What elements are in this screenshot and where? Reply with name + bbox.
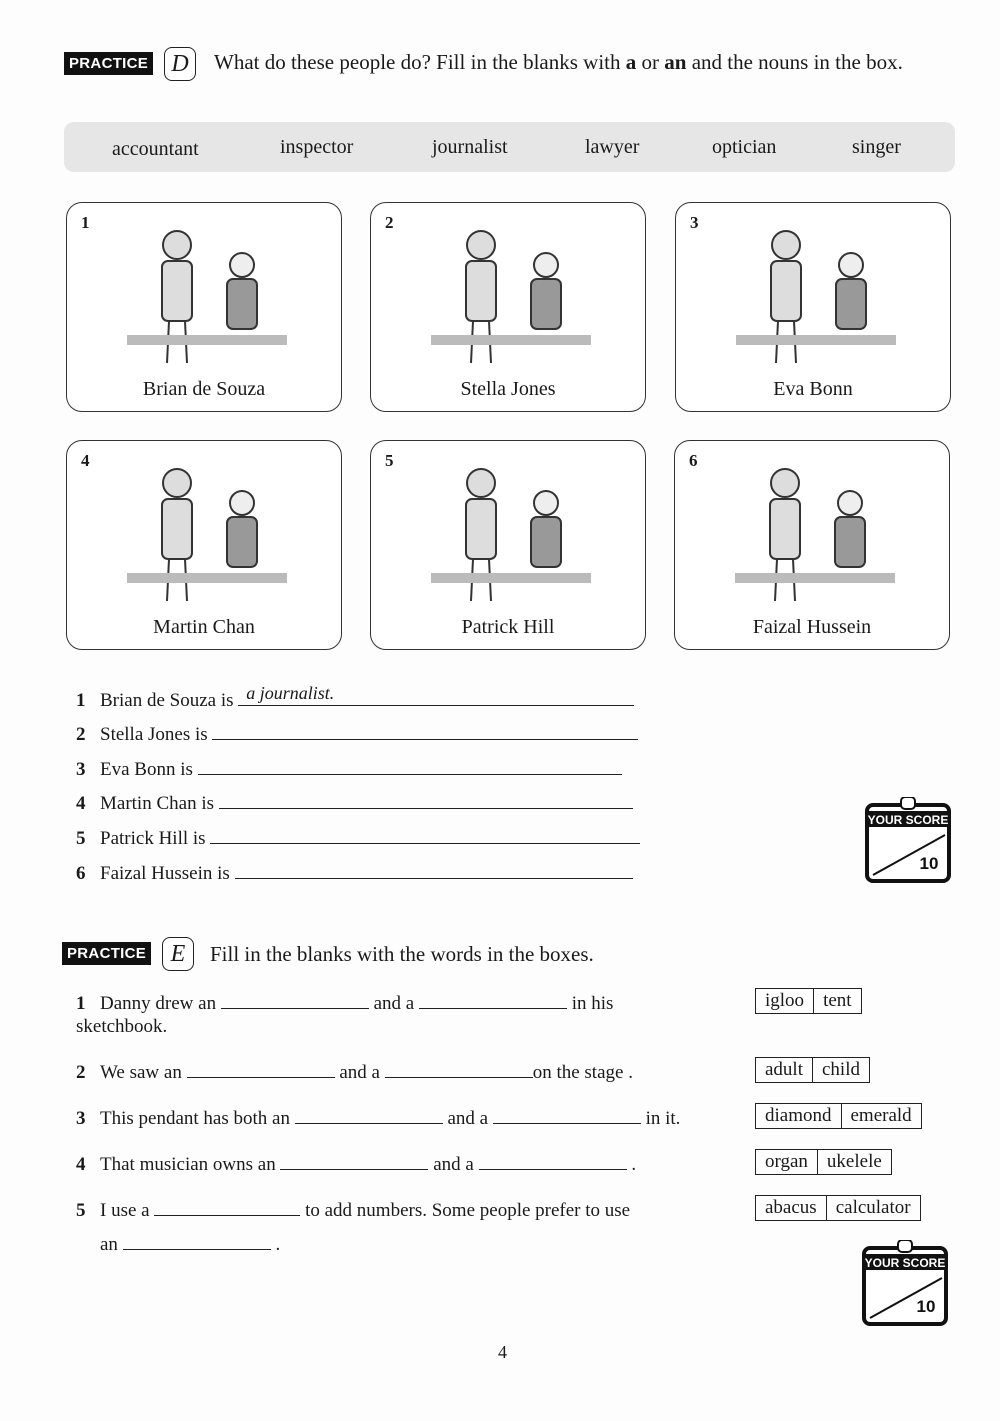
sentence-text: Brian de Souza is — [100, 690, 234, 711]
sentence-text: to add numbers. Some people prefer to use — [305, 1200, 631, 1221]
illustration-icon — [411, 215, 611, 365]
sentence-text: Faizal Hussein is — [100, 863, 230, 884]
word-option: singer — [852, 136, 901, 158]
sentence-text: I use a — [100, 1200, 150, 1221]
sentence-4 — [76, 790, 633, 816]
option-word: organ — [765, 1151, 808, 1172]
answer-blank[interactable] — [219, 790, 633, 809]
answer-blank[interactable] — [187, 1059, 335, 1078]
illustration-icon — [715, 453, 915, 603]
picture-number: 1 — [81, 213, 90, 232]
sentence-6 — [76, 860, 633, 886]
person-name: Eva Bonn — [773, 378, 853, 400]
picture-card — [675, 202, 951, 412]
sentence-text: on the stage . — [532, 1062, 633, 1083]
sentence-text: Patrick Hill is — [100, 828, 206, 849]
item-number: 5 — [76, 1200, 86, 1221]
illustration-icon — [107, 453, 307, 603]
illustration-icon — [716, 215, 916, 365]
score-badge-e — [862, 1240, 948, 1322]
person-name: Martin Chan — [153, 616, 255, 638]
picture-card — [66, 440, 342, 650]
practice-d-instruction: What do these people do? Fill in the blanks with a or an and the nouns in the box. — [214, 50, 903, 74]
word-option: journalist — [432, 136, 508, 158]
item-number: 2 — [76, 724, 86, 745]
exercise-item-5-cont — [100, 1231, 280, 1257]
sentence-text: Eva Bonn is — [100, 759, 193, 780]
sentence-text: We saw an — [100, 1062, 182, 1083]
word-option: lawyer — [585, 136, 640, 158]
illustration-icon — [107, 215, 307, 365]
word-option: inspector — [280, 136, 354, 158]
answer-blank[interactable] — [210, 825, 640, 844]
sentence-5 — [76, 825, 640, 851]
sentence-text: Martin Chan is — [100, 793, 214, 814]
option-box-3 — [755, 1103, 922, 1129]
answer-blank[interactable] — [221, 990, 369, 1009]
option-word: ukelele — [817, 1150, 891, 1174]
option-word: tent — [813, 989, 861, 1013]
sentence-text: an — [100, 1234, 118, 1255]
option-word: igloo — [765, 990, 805, 1011]
item-number: 6 — [76, 863, 86, 884]
picture-card — [66, 202, 342, 412]
picture-card — [370, 202, 646, 412]
picture-number: 4 — [81, 451, 90, 470]
word-box — [64, 122, 955, 172]
option-word: adult — [765, 1059, 803, 1080]
picture-number: 5 — [385, 451, 394, 470]
option-word: calculator — [826, 1196, 920, 1220]
person-name: Brian de Souza — [142, 378, 266, 400]
word-option: optician — [712, 136, 777, 158]
picture-card — [674, 440, 950, 650]
picture-card — [370, 440, 646, 650]
item-number: 4 — [76, 793, 86, 814]
score-badge-d — [865, 797, 951, 879]
item-number: 1 — [76, 690, 86, 711]
exercise-item-3 — [76, 1105, 680, 1131]
exercise-item-4 — [76, 1151, 636, 1177]
practice-d-tag: PRACTICE — [64, 52, 153, 75]
score-label: YOUR SCORE — [867, 813, 949, 827]
answer-blank[interactable] — [295, 1105, 443, 1124]
exercise-item-2 — [76, 1059, 633, 1085]
sentence-text: in it. — [645, 1108, 681, 1129]
answer-blank[interactable] — [198, 756, 622, 775]
exercise-item-1 — [76, 990, 656, 1038]
score-total: 10 — [919, 854, 939, 873]
picture-number: 6 — [689, 451, 698, 470]
answer-blank[interactable] — [493, 1105, 641, 1124]
item-number: 2 — [76, 1062, 86, 1083]
person-name: Faizal Hussein — [752, 616, 872, 638]
word-option: accountant — [112, 138, 199, 160]
practice-e-instruction: Fill in the blanks with the words in the boxes. — [210, 942, 594, 966]
exercise-item-5 — [76, 1197, 630, 1223]
picture-number: 2 — [385, 213, 394, 232]
item-number: 3 — [76, 759, 86, 780]
sentence-text: in his sketchbook. — [76, 993, 614, 1037]
illustration-icon — [411, 453, 611, 603]
answer-blank[interactable] — [280, 1151, 428, 1170]
option-box-2 — [755, 1057, 870, 1083]
answer-blank[interactable] — [212, 721, 638, 740]
score-total: 10 — [916, 1297, 936, 1316]
practice-d-letter: D — [164, 47, 196, 81]
sentence-text: Stella Jones is — [100, 724, 208, 745]
item-number: 4 — [76, 1154, 86, 1175]
answer-blank[interactable] — [385, 1059, 533, 1078]
answer-blank[interactable] — [238, 683, 634, 706]
score-label: YOUR SCORE — [864, 1256, 946, 1270]
person-name: Patrick Hill — [461, 616, 555, 638]
answer-blank[interactable] — [154, 1197, 300, 1216]
sentence-text: and a — [447, 1108, 489, 1129]
answer-blank[interactable] — [479, 1151, 627, 1170]
sentence-text: and a — [339, 1062, 380, 1083]
option-word: diamond — [765, 1105, 832, 1126]
sentence-text: That musician owns an — [100, 1154, 276, 1175]
sentence-text: . — [275, 1234, 281, 1255]
practice-e-tag: PRACTICE — [62, 942, 151, 965]
sentence-text: Danny drew an — [100, 993, 217, 1014]
item-number: 1 — [76, 993, 86, 1014]
sentence-text: This pendant has both an — [100, 1108, 290, 1129]
option-word: abacus — [765, 1197, 817, 1218]
item-number: 3 — [76, 1108, 86, 1129]
sentence-text: and a — [433, 1154, 474, 1175]
answer-blank[interactable] — [419, 990, 567, 1009]
option-word: emerald — [841, 1104, 921, 1128]
item-number: 5 — [76, 828, 86, 849]
picture-number: 3 — [690, 213, 699, 232]
option-box-5 — [755, 1195, 921, 1221]
sentence-3 — [76, 756, 622, 782]
option-box-1 — [755, 988, 862, 1014]
sentence-text: . — [631, 1154, 637, 1175]
answer-blank[interactable] — [235, 860, 633, 879]
answer-blank[interactable] — [123, 1231, 271, 1250]
sentence-1 — [76, 683, 634, 713]
page-number: 4 — [498, 1342, 507, 1362]
option-word: child — [812, 1058, 869, 1082]
practice-e-letter: E — [162, 937, 194, 971]
person-name: Stella Jones — [460, 378, 556, 400]
sentence-text: and a — [373, 993, 415, 1014]
sentence-2 — [76, 721, 638, 747]
answer-text: a journalist. — [246, 683, 335, 703]
option-box-4 — [755, 1149, 892, 1175]
